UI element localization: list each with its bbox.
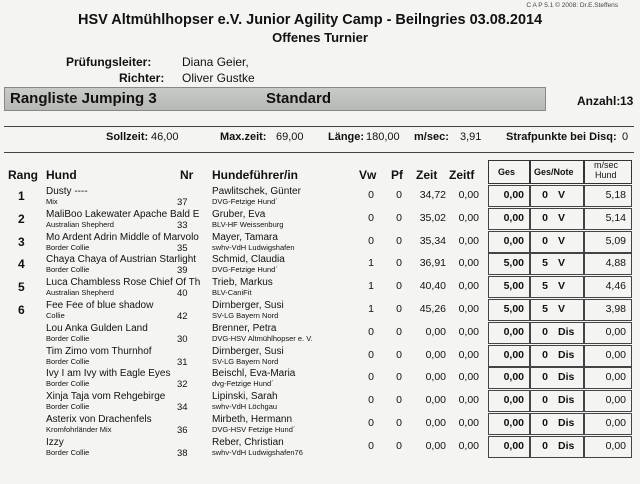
vw-value: 0 — [368, 189, 374, 201]
count-value: 13 — [620, 94, 634, 108]
dog-name: Mo Ardent Adrin Middle of Marvolo — [46, 231, 199, 243]
handler-name: Dirnberger, Susi — [212, 345, 284, 357]
dog-breed: Australian Shepherd — [46, 219, 114, 229]
handler-club: swhv-VdH Ludwigshafen76 — [212, 447, 303, 457]
rank-cell: 3 — [18, 234, 25, 249]
dog-name: MaliBoo Lakewater Apache Bald E — [46, 208, 200, 220]
dog-name: Chaya Chaya of Austrian Starlight — [46, 254, 197, 266]
col-pf: Pf — [391, 168, 403, 182]
handler-name: Mayer, Tamara — [212, 231, 278, 243]
note-value: V — [558, 280, 566, 293]
handler-name: Dirnberger, Susi — [212, 300, 284, 311]
disq-label: Strafpunkte bei Disq: — [506, 131, 617, 143]
handler-club: SV-LG Bayern Nord — [212, 311, 279, 320]
zeitf-value: 0,00 — [458, 234, 479, 247]
note-value: V — [558, 211, 566, 224]
points-value: 5 — [542, 257, 548, 270]
zeitf-value: 0,00 — [458, 189, 479, 201]
vw-value: 0 — [368, 325, 374, 338]
zeit-value: 0,00 — [425, 439, 446, 452]
ranking-title: Rangliste Jumping 3 — [10, 90, 157, 107]
pf-value: 0 — [396, 417, 402, 429]
vw-value: 0 — [368, 234, 374, 247]
dog-name: Izzy — [46, 436, 64, 448]
points-value: 0 — [542, 371, 548, 384]
divider — [4, 126, 634, 127]
table-row — [0, 253, 640, 275]
pf-value: 0 — [396, 280, 402, 293]
start-number: 32 — [177, 379, 188, 391]
ges-value: 0,00 — [503, 394, 524, 407]
vw-value: 1 — [368, 280, 374, 293]
divider — [4, 152, 634, 153]
pf-value: 0 — [396, 189, 402, 201]
points-value: 0 — [542, 211, 548, 224]
disq-value: 0 — [622, 131, 629, 143]
zeitf-value: 0,00 — [458, 371, 479, 384]
col-handler: Hundeführer/in — [212, 168, 298, 182]
zeit-value: 0,00 — [425, 371, 446, 384]
sollzeit-value: 46,00 — [151, 131, 179, 143]
laenge-value: 180,00 — [366, 131, 400, 143]
col-speed-line1: m/sec — [594, 160, 619, 170]
richter-value: Oliver Gustke — [182, 71, 255, 85]
col-rang: Rang — [8, 168, 38, 182]
msec-value: 3,91 — [460, 131, 482, 143]
handler-club: BLV-CaniFit — [212, 288, 252, 298]
note-value: Dis — [558, 325, 575, 338]
note-value: Dis — [558, 394, 575, 407]
points-value: 0 — [542, 234, 548, 247]
col-zeitf: Zeitf — [449, 168, 475, 182]
table-row — [0, 185, 640, 207]
start-number: 39 — [177, 265, 188, 277]
zeitf-value: 0,00 — [458, 394, 479, 407]
speed-value: 0,00 — [605, 348, 626, 361]
note-value: Dis — [558, 417, 575, 429]
zeitf-value: 0,00 — [458, 439, 479, 452]
note-value: Dis — [558, 348, 575, 361]
speed-value: 5,18 — [605, 189, 626, 201]
table-row — [0, 299, 640, 321]
dog-breed: Border Collie — [46, 379, 90, 389]
dog-breed: Collie — [46, 311, 65, 320]
zeit-value: 0,00 — [425, 325, 446, 338]
start-number: 35 — [177, 242, 188, 254]
rank-cell: 5 — [18, 280, 25, 295]
note-value: V — [558, 234, 566, 247]
event-title: HSV Altmühlhopser e.V. Junior Agility Camp - Beilngries 03.08.2014 — [78, 12, 543, 28]
zeitf-value: 0,00 — [458, 348, 479, 361]
event-subtitle: Offenes Turnier — [272, 30, 368, 45]
speed-value: 5,09 — [605, 234, 626, 247]
pf-value: 0 — [396, 211, 402, 224]
handler-club: DVG-HSV Altmühlhopser e. V. — [212, 333, 313, 343]
vw-value: 0 — [368, 394, 374, 407]
speed-value: 0,00 — [605, 417, 626, 429]
vw-value: 0 — [368, 417, 374, 429]
col-zeit: Zeit — [416, 168, 438, 182]
speed-value: 3,98 — [605, 303, 626, 315]
zeit-value: 35,02 — [419, 211, 446, 224]
handler-club: DVG-Fetzige Hund´ — [212, 197, 278, 206]
dog-name: Ivy I am Ivy with Eagle Eyes — [46, 368, 171, 380]
pf-value: 0 — [396, 303, 402, 315]
handler-club: SV-LG Bayern Nord — [212, 356, 279, 366]
table-row — [0, 231, 640, 253]
points-value: 0 — [542, 189, 548, 201]
col-gesnote: Ges/Note — [534, 167, 574, 177]
start-number: 37 — [177, 197, 188, 208]
handler-club: BLV-HF Weissenburg — [212, 219, 284, 229]
zeit-value: 36,91 — [419, 257, 446, 270]
ges-value: 0,00 — [503, 348, 524, 361]
table-row — [0, 276, 640, 298]
pf-value: 0 — [396, 439, 402, 452]
start-number: 31 — [177, 356, 188, 368]
handler-name: Reber, Christian — [212, 436, 284, 448]
handler-club: swhv-VdH Löchgau — [212, 402, 278, 412]
handler-name: Mirbeth, Hermann — [212, 414, 293, 425]
zeitf-value: 0,00 — [458, 257, 479, 270]
ges-value: 0,00 — [503, 325, 524, 338]
vw-value: 1 — [368, 303, 374, 315]
points-value: 5 — [542, 303, 548, 315]
zeit-value: 0,00 — [425, 348, 446, 361]
dog-name: Dusty ---- — [46, 186, 88, 197]
note-value: V — [558, 303, 566, 315]
handler-name: Pawlitschek, Günter — [212, 186, 301, 197]
vw-value: 0 — [368, 348, 374, 361]
note-value: Dis — [558, 371, 575, 384]
count-label: Anzahl: — [577, 94, 621, 108]
rank-cell: 2 — [18, 211, 25, 226]
pruefungsleiter-value: Diana Geier, — [182, 55, 249, 69]
points-value: 5 — [542, 280, 548, 293]
table-row — [0, 208, 640, 230]
zeit-value: 45,26 — [419, 303, 446, 315]
class-type: Standard — [266, 90, 332, 107]
pf-value: 0 — [396, 371, 402, 384]
note-value: Dis — [558, 439, 575, 452]
rank-cell: 6 — [18, 303, 25, 317]
dog-name: Fee Fee of blue shadow — [46, 300, 154, 311]
ges-value: 5,00 — [503, 303, 524, 315]
table-row — [0, 322, 640, 344]
dog-breed: Border Collie — [46, 333, 90, 343]
ges-value: 0,00 — [503, 417, 524, 429]
start-number: 42 — [177, 311, 188, 322]
handler-club: DVG-Fetzige Hund´ — [212, 265, 278, 275]
speed-value: 5,14 — [605, 211, 626, 224]
speed-value: 4,88 — [605, 257, 626, 270]
pf-value: 0 — [396, 325, 402, 338]
pf-value: 0 — [396, 257, 402, 270]
start-number: 33 — [177, 219, 188, 231]
dog-breed: Mix — [46, 197, 58, 206]
table-row — [0, 390, 640, 412]
col-nr: Nr — [180, 168, 194, 182]
zeit-value: 0,00 — [425, 394, 446, 407]
zeitf-value: 0,00 — [458, 211, 479, 224]
points-value: 0 — [542, 417, 548, 429]
col-speed-line2: Hund — [595, 170, 617, 180]
software-credit: C A P 5.1 © 2008: Dr.E.Steffens — [526, 2, 618, 9]
vw-value: 1 — [368, 257, 374, 270]
ges-value: 5,00 — [503, 280, 524, 293]
handler-name: Gruber, Eva — [212, 208, 266, 220]
zeit-value: 40,40 — [419, 280, 446, 293]
dog-breed: Kromfohrländer Mix — [46, 425, 112, 434]
zeit-value: 35,34 — [419, 234, 446, 247]
handler-name: Schmid, Claudia — [212, 254, 285, 266]
handler-name: Beischl, Eva-Maria — [212, 368, 296, 380]
points-value: 0 — [542, 439, 548, 452]
table-row — [0, 436, 640, 458]
start-number: 30 — [177, 333, 188, 345]
ges-value: 0,00 — [503, 189, 524, 201]
pf-value: 0 — [396, 348, 402, 361]
ges-value: 0,00 — [503, 371, 524, 384]
zeitf-value: 0,00 — [458, 325, 479, 338]
laenge-label: Länge: — [328, 131, 365, 143]
dog-breed: Border Collie — [46, 402, 90, 412]
dog-breed: Border Collie — [46, 447, 90, 457]
zeitf-value: 0,00 — [458, 280, 479, 293]
note-value: V — [558, 257, 566, 270]
dog-name: Luca Chambless Rose Chief Of Th — [46, 277, 201, 289]
points-value: 0 — [542, 394, 548, 407]
dog-breed: Australian Shepherd — [46, 288, 114, 298]
table-row — [0, 345, 640, 367]
start-number: 34 — [177, 402, 188, 414]
speed-value: 0,00 — [605, 371, 626, 384]
points-value: 0 — [542, 348, 548, 361]
ges-value: 5,00 — [503, 257, 524, 270]
table-row — [0, 367, 640, 389]
speed-value: 0,00 — [605, 439, 626, 452]
handler-club: DVG-HSV Fetzige Hund´ — [212, 425, 296, 434]
vw-value: 0 — [368, 211, 374, 224]
handler-name: Trieb, Markus — [212, 277, 273, 289]
start-number: 38 — [177, 447, 188, 459]
table-row — [0, 413, 640, 435]
pf-value: 0 — [396, 234, 402, 247]
ges-value: 0,00 — [503, 234, 524, 247]
ges-value: 0,00 — [503, 439, 524, 452]
maxzeit-label: Max.zeit: — [220, 131, 267, 143]
maxzeit-value: 69,00 — [276, 131, 304, 143]
dog-name: Xinja Taja vom Rehgebirge — [46, 391, 166, 403]
zeit-value: 0,00 — [425, 417, 446, 429]
dog-breed: Border Collie — [46, 265, 90, 275]
handler-club: dvg-Fetzige Hund´ — [212, 379, 274, 389]
col-vw: Vw — [359, 168, 377, 182]
dog-name: Asterix von Drachenfels — [46, 414, 152, 425]
dog-name: Lou Anka Gulden Land — [46, 322, 148, 334]
ges-value: 0,00 — [503, 211, 524, 224]
zeit-value: 34,72 — [419, 189, 446, 201]
speed-value: 0,00 — [605, 325, 626, 338]
speed-value: 0,00 — [605, 394, 626, 407]
speed-value: 4,46 — [605, 280, 626, 293]
sollzeit-label: Sollzeit: — [106, 131, 149, 143]
start-number: 40 — [177, 288, 188, 300]
zeitf-value: 0,00 — [458, 303, 479, 315]
vw-value: 0 — [368, 371, 374, 384]
dog-name: Tim Zimo vom Thurnhof — [46, 345, 152, 357]
handler-club: swhv-VdH Ludwigshafen — [212, 242, 295, 252]
dog-breed: Border Collie — [46, 242, 90, 252]
richter-label: Richter: — [119, 71, 165, 85]
rank-cell: 1 — [18, 189, 25, 203]
rank-cell: 4 — [18, 257, 25, 272]
col-hund: Hund — [46, 168, 77, 182]
zeitf-value: 0,00 — [458, 417, 479, 429]
pruefungsleiter-label: Prüfungsleiter: — [66, 55, 152, 69]
msec-label: m/sec: — [414, 131, 449, 143]
handler-name: Lipinski, Sarah — [212, 391, 278, 403]
dog-breed: Border Collie — [46, 356, 90, 366]
start-number: 36 — [177, 425, 188, 436]
note-value: V — [558, 189, 566, 201]
col-ges: Ges — [498, 167, 516, 177]
pf-value: 0 — [396, 394, 402, 407]
points-value: 0 — [542, 325, 548, 338]
handler-name: Brenner, Petra — [212, 322, 277, 334]
vw-value: 0 — [368, 439, 374, 452]
